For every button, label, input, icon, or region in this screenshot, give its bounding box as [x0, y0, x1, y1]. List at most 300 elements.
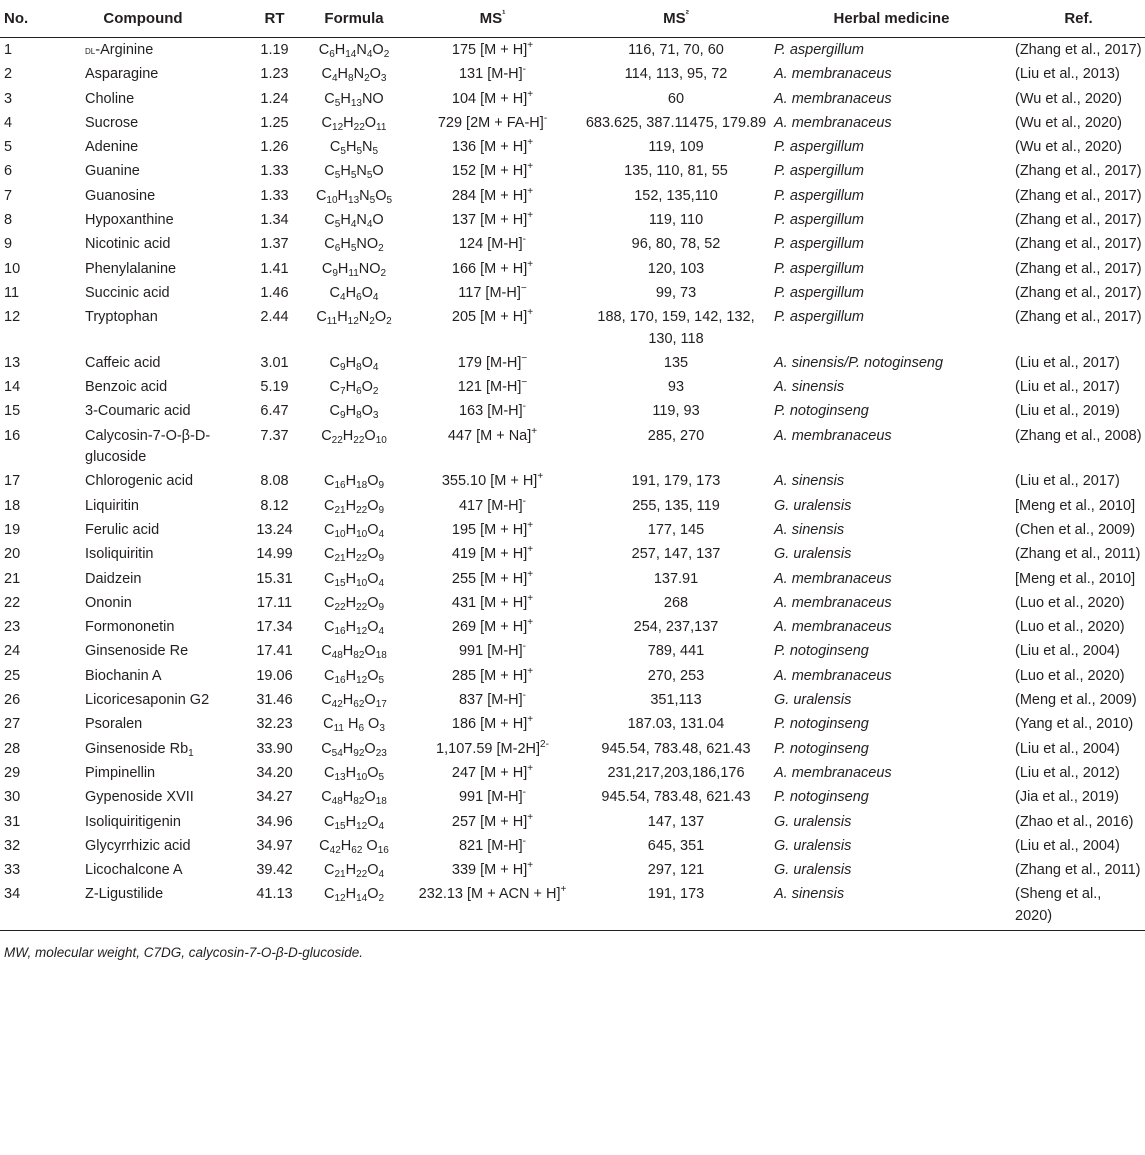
- table-row: [0, 567, 1145, 591]
- cell-rt: 1.46: [260, 284, 289, 301]
- cell-rt: 8.08: [260, 473, 289, 490]
- cell-formula: $C_{11}H_{12}N_2O_2$: [316, 309, 392, 328]
- cell-rt: 31.46: [256, 692, 293, 709]
- cell-herbal-medicine: A. membranaceus: [774, 570, 892, 587]
- cell-formula: $C_{10}H_{10}O_4$: [323, 521, 385, 540]
- cell-ms2: 135: [663, 354, 689, 371]
- cell-ms2: 116, 71, 70, 60: [628, 42, 724, 58]
- table-row: [0, 469, 1145, 493]
- cell-ref: (Zhang et al., 2008): [1015, 427, 1142, 444]
- cell-formula: $C_{16}H_{12}O_5$: [323, 667, 385, 686]
- cell-herbal-medicine: G. uralensis: [774, 692, 852, 709]
- table-row: [0, 38, 1145, 63]
- header-ms2: $MS^{^2}$: [580, 0, 772, 38]
- cell-formula: $C_{22}H_{22}O_{10}$: [321, 427, 387, 446]
- cell-herbal-medicine: P. aspergillum: [774, 260, 865, 277]
- cell-compound: Gypenoside XVII: [85, 789, 194, 806]
- cell-no: 11: [4, 284, 20, 301]
- cell-rt: 19.06: [256, 667, 293, 684]
- cell-formula: $C_5H_4N_4O$: [324, 212, 384, 231]
- table-row: [0, 87, 1145, 111]
- cell-ms1: 205 [M + H]+: [451, 307, 534, 326]
- cell-ms2: 188, 170, 159, 142, 132, 130, 118: [597, 309, 755, 347]
- table-row: [0, 834, 1145, 858]
- cell-no: 13: [4, 354, 21, 371]
- cell-ms2: 297, 121: [647, 862, 705, 879]
- cell-rt: 17.34: [256, 619, 293, 636]
- cell-rt: 17.41: [256, 643, 293, 660]
- cell-ref: (Wu et al., 2020): [1015, 114, 1122, 131]
- cell-ms2: 945.54, 783.48, 621.43: [601, 740, 751, 757]
- table-row: [0, 882, 1145, 930]
- cell-no: 3: [4, 90, 13, 107]
- cell-compound: Ferulic acid: [85, 521, 160, 538]
- cell-formula: $C_5H_{13}NO$: [324, 90, 384, 109]
- cell-no: 16: [4, 427, 21, 444]
- cell-rt: 1.24: [260, 90, 289, 107]
- cell-formula: $C_{12}H_{14}O_2$: [303, 882, 405, 930]
- cell-formula: $C_{15}H_{10}O_4$: [323, 570, 385, 589]
- cell-ms2: 231,217,203,186,176: [607, 764, 745, 781]
- cell-compound: Choline: [85, 90, 135, 107]
- table-row: [0, 257, 1145, 281]
- cell-formula: $C_{42}H_{62}O_{17}$: [321, 692, 387, 711]
- cell-no: 15: [4, 403, 21, 420]
- table-header-row: [0, 0, 1145, 38]
- cell-herbal-medicine: P. notoginseng: [774, 789, 869, 806]
- cell-ref: (Meng et al., 2009): [1015, 692, 1137, 709]
- cell-rt: 39.42: [256, 862, 293, 879]
- cell-formula: $C_{48}H_{82}O_{18}$: [321, 643, 387, 662]
- cell-ms1: 269 [M + H]+: [451, 617, 534, 636]
- cell-ms1: 339 [M + H]+: [451, 860, 534, 879]
- cell-ref: (Zhang et al., 2017): [1015, 163, 1142, 180]
- cell-ref: (Zhang et al., 2017): [1015, 187, 1142, 204]
- cell-ms1: 136 [M + H]+: [451, 137, 534, 156]
- cell-compound: Licoricesaponin G2: [85, 692, 210, 709]
- cell-compound: Ginsenoside Re: [85, 643, 189, 660]
- cell-ms2: 351,113: [650, 692, 702, 709]
- cell-ref: (Wu et al., 2020): [1015, 139, 1122, 156]
- cell-compound: Pimpinellin: [85, 764, 156, 781]
- cell-no: 17: [4, 473, 21, 490]
- table-body: [0, 38, 1145, 931]
- cell-compound: Adenine: [85, 139, 139, 156]
- cell-rt: 6.47: [260, 403, 289, 420]
- cell-compound: Z-Ligustilide: [43, 882, 246, 930]
- cell-ref: [Meng et al., 2010]: [1015, 570, 1136, 587]
- cell-no: 2: [4, 66, 13, 83]
- cell-no: 4: [4, 114, 13, 131]
- table-row: [0, 688, 1145, 712]
- cell-compound: Phenylalanine: [85, 260, 177, 277]
- cell-formula: $C_{21}H_{22}O_4$: [323, 862, 385, 881]
- cell-ms1: 417 [M-H]-: [458, 495, 526, 514]
- cell-rt: 34.20: [256, 764, 293, 781]
- cell-ms1: 255 [M + H]+: [451, 568, 534, 587]
- cell-formula: $C_9H_{11}NO_2$: [321, 260, 387, 279]
- cell-ms1: 729 [2M + FA-H]-: [437, 112, 548, 131]
- cell-ms1: 285 [M + H]+: [451, 665, 534, 684]
- cell-rt: 3.01: [260, 354, 289, 371]
- cell-ref: (Zhao et al., 2016): [1015, 813, 1134, 830]
- cell-ref: (Liu et al., 2017): [1015, 379, 1120, 396]
- cell-herbal-medicine: P. aspergillum: [774, 187, 865, 204]
- cell-herbal-medicine: P. notoginseng: [774, 403, 869, 420]
- cell-ref: (Zhang et al., 2011): [1015, 546, 1141, 563]
- cell-rt: 33.90: [256, 740, 293, 757]
- header-herbal-medicine: Herbal medicine: [772, 0, 1012, 38]
- cell-rt: 1.23: [260, 66, 289, 83]
- cell-rt: 32.23: [256, 716, 293, 733]
- cell-no: 23: [4, 619, 21, 636]
- cell-formula: $C_{16}H_{12}O_4$: [323, 619, 385, 638]
- cell-no: 20: [4, 546, 21, 563]
- cell-ms1: 447 [M + Na]+: [447, 425, 538, 444]
- cell-ms2: 93: [667, 379, 685, 396]
- cell-ms2: 152, 135,110: [634, 187, 718, 204]
- cell-ms2: 645, 351: [647, 837, 705, 854]
- cell-ms2: 945.54, 783.48, 621.43: [601, 789, 751, 806]
- cell-formula: $C_4H_6O_4$: [329, 284, 379, 303]
- cell-formula: $C_{15}H_{12}O_4$: [323, 813, 385, 832]
- cell-formula: $C_{11}$ $H_6$ $O_3$: [323, 716, 385, 735]
- cell-no: 24: [4, 643, 21, 660]
- table-row: [0, 232, 1145, 256]
- cell-no: 5: [4, 139, 13, 156]
- cell-no: 6: [4, 163, 13, 180]
- cell-ms2: 99, 73: [655, 284, 697, 301]
- cell-formula: $C_{21}H_{22}O_9$: [323, 546, 385, 565]
- cell-compound: Calycosin-7-O-β-D-glucoside: [85, 427, 211, 466]
- cell-ref: (Liu et al., 2004): [1015, 740, 1120, 757]
- cell-ref: (Liu et al., 2017): [1015, 473, 1120, 490]
- cell-ms1: 991 [M-H]-: [458, 641, 526, 660]
- cell-ms2: 191, 173: [580, 882, 772, 930]
- header-compound: Compound: [43, 0, 246, 38]
- table-row: [0, 810, 1145, 834]
- cell-ms2: 135, 110, 81, 55: [624, 163, 728, 180]
- cell-no: 8: [4, 212, 13, 229]
- cell-ms1: 991 [M-H]-: [458, 787, 526, 806]
- cell-compound: Nicotinic acid: [85, 236, 171, 253]
- cell-compound: Tryptophan: [85, 309, 158, 326]
- cell-ms2: 683.625, 387.11475, 179.89: [585, 114, 767, 131]
- cell-rt: 7.37: [260, 427, 289, 444]
- table-row: [0, 591, 1145, 615]
- cell-ref: (Luo et al., 2020): [1015, 619, 1125, 636]
- cell-no: 32: [4, 837, 21, 854]
- cell-herbal-medicine: P. aspergillum: [774, 139, 865, 156]
- cell-no: 28: [4, 740, 21, 757]
- cell-compound: Biochanin A: [85, 667, 162, 684]
- cell-ms1: 186 [M + H]+: [451, 714, 534, 733]
- table-row: [0, 664, 1145, 688]
- cell-ms2: 285, 270: [647, 427, 705, 444]
- cell-rt: 1.26: [260, 139, 289, 156]
- cell-no: 21: [4, 570, 21, 587]
- cell-ref: [Meng et al., 2010]: [1015, 497, 1136, 514]
- header-ms1: $MS^{^1}$: [405, 0, 580, 38]
- cell-rt: 34.97: [256, 837, 293, 854]
- table-row: [0, 615, 1145, 639]
- header-formula: Formula: [303, 0, 405, 38]
- cell-ms2: 60: [667, 90, 685, 107]
- table-row: [0, 62, 1145, 86]
- cell-no: 25: [4, 667, 21, 684]
- cell-no: 14: [4, 379, 21, 396]
- cell-formula: $C_{48}H_{82}O_{18}$: [321, 789, 387, 808]
- cell-ref: (Liu et al., 2004): [1015, 643, 1120, 660]
- cell-rt: 1.34: [260, 212, 289, 229]
- cell-herbal-medicine: A. membranaceus: [774, 114, 892, 131]
- cell-herbal-medicine: A. sinensis: [774, 473, 845, 490]
- cell-compound: Formononetin: [85, 619, 175, 636]
- cell-no: 18: [4, 497, 21, 514]
- cell-formula: $C_6H_{14}N_4O_2$: [318, 42, 390, 60]
- cell-compound: Ginsenoside $Rb_1$: [85, 740, 194, 759]
- cell-no: 30: [4, 789, 21, 806]
- cell-herbal-medicine: A. membranaceus: [774, 66, 892, 83]
- cell-ms2: 191, 179, 173: [631, 473, 721, 490]
- cell-formula: $C_{16}H_{18}O_9$: [323, 473, 385, 492]
- cell-ref: (Zhang et al., 2017): [1015, 309, 1142, 326]
- cell-rt: 15.31: [256, 570, 293, 587]
- table-row: [0, 639, 1145, 663]
- cell-ms2: 177, 145: [647, 521, 705, 538]
- cell-compound: Caffeic acid: [85, 354, 161, 371]
- cell-compound: Guanosine: [85, 187, 156, 204]
- header-ref: Ref.: [1012, 0, 1145, 38]
- cell-rt: 34.96: [256, 813, 293, 830]
- cell-ms2: 789, 441: [647, 643, 705, 660]
- cell-ms1: 419 [M + H]+: [451, 544, 534, 563]
- cell-rt: 8.12: [260, 497, 289, 514]
- cell-no: 22: [4, 594, 21, 611]
- cell-herbal-medicine: P. aspergillum: [774, 163, 865, 180]
- cell-no: 26: [4, 692, 21, 709]
- table-row: [0, 351, 1145, 375]
- cell-ms2: 187.03, 131.04: [627, 716, 725, 733]
- cell-no: 27: [4, 716, 21, 733]
- table-row: [0, 399, 1145, 423]
- cell-ms1: 355.10 [M + H]+: [441, 471, 544, 490]
- cell-ms1: 131 [M-H]-: [458, 64, 526, 83]
- cell-ms1: 117 [M-H]−: [458, 282, 527, 301]
- cell-ms2: 96, 80, 78, 52: [631, 236, 721, 253]
- cell-rt: 14.99: [256, 546, 293, 563]
- table-row: [0, 375, 1145, 399]
- cell-ms1: 175 [M + H]+: [451, 40, 534, 58]
- cell-compound: Isoliquiritin: [85, 546, 154, 563]
- cell-herbal-medicine: A. membranaceus: [774, 619, 892, 636]
- cell-ms2: 119, 109: [648, 139, 704, 156]
- table-row: [0, 208, 1145, 232]
- cell-ms2: 255, 135, 119: [632, 497, 720, 514]
- cell-formula: $C_7H_6O_2$: [329, 379, 379, 398]
- cell-no: 34: [0, 882, 43, 930]
- cell-rt: 41.13: [246, 882, 303, 930]
- cell-herbal-medicine: P. aspergillum: [774, 309, 865, 326]
- cell-herbal-medicine: A. membranaceus: [774, 90, 892, 107]
- cell-compound: Daidzein: [85, 570, 142, 587]
- cell-no: 1: [4, 42, 13, 58]
- cell-ms1: 247 [M + H]+: [451, 762, 534, 781]
- cell-formula: $C_{13}H_{10}O_5$: [323, 764, 385, 783]
- cell-ms1: 104 [M + H]+: [451, 88, 534, 107]
- cell-compound: Ononin: [85, 594, 132, 611]
- cell-ref: (Zhang et al., 2017): [1015, 260, 1142, 277]
- cell-ref: (Liu et al., 2004): [1015, 837, 1120, 854]
- table-row: [0, 737, 1145, 761]
- cell-ms1: 166 [M + H]+: [451, 258, 534, 277]
- cell-compound: Asparagine: [85, 66, 159, 83]
- cell-compound: Succinic acid: [85, 284, 170, 301]
- cell-herbal-medicine: A. membranaceus: [774, 667, 892, 684]
- cell-formula: $C_5H_5N_5$: [329, 139, 379, 158]
- cell-formula: $C_{12}H_{22}O_{11}$: [321, 114, 387, 133]
- cell-ms1: 163 [M-H]-: [458, 401, 526, 420]
- cell-herbal-medicine: P. notoginseng: [774, 716, 869, 733]
- cell-herbal-medicine: A. sinensis: [774, 379, 845, 396]
- cell-ms1: 137 [M + H]+: [451, 210, 534, 229]
- table-row: [0, 305, 1145, 351]
- cell-ref: (Wu et al., 2020): [1015, 90, 1122, 107]
- cell-herbal-medicine: P. notoginseng: [774, 740, 869, 757]
- cell-ref: (Zhang et al., 2017): [1015, 284, 1142, 301]
- cell-ms1: 837 [M-H]-: [458, 690, 526, 709]
- cell-compound: Liquiritin: [85, 497, 139, 514]
- cell-formula: $C_{54}H_{92}O_{23}$: [321, 740, 387, 759]
- cell-formula: $C_9H_8O_3$: [329, 403, 379, 422]
- table-row: [0, 761, 1145, 785]
- table-footnote: MW, molecular weight, C7DG, calycosin-7-O-β-D-glucoside.: [4, 944, 364, 960]
- cell-formula: $C_9H_8O_4$: [329, 354, 379, 373]
- table-row: [0, 712, 1145, 736]
- cell-ms2: 119, 110: [648, 212, 704, 229]
- cell-ref: (Luo et al., 2020): [1015, 594, 1125, 611]
- cell-ms1: 284 [M + H]+: [451, 185, 534, 204]
- cell-herbal-medicine: A. sinensis/P. notoginseng: [774, 354, 944, 371]
- cell-no: 33: [4, 862, 21, 879]
- cell-ms2: 120, 103: [647, 260, 705, 277]
- cell-herbal-medicine: G. uralensis: [774, 497, 852, 514]
- cell-ms1: 121 [M-H]−: [457, 377, 528, 396]
- cell-no: 7: [4, 187, 13, 204]
- cell-ms1: 232.13 [M + ACN + H]+: [405, 882, 580, 930]
- cell-herbal-medicine: A. sinensis: [774, 521, 845, 538]
- cell-compound: 3-Coumaric acid: [85, 403, 191, 420]
- table-row: [0, 424, 1145, 470]
- cell-rt: 13.24: [256, 521, 293, 538]
- cell-ref: (Zhang et al., 2011): [1015, 862, 1141, 879]
- table-row: [0, 281, 1145, 305]
- cell-compound: dl-Arginine: [85, 42, 154, 58]
- cell-ms1: 431 [M + H]+: [451, 592, 534, 611]
- cell-ref: (Jia et al., 2019): [1015, 789, 1119, 806]
- cell-rt: 34.27: [256, 789, 293, 806]
- cell-rt: 1.19: [260, 42, 289, 58]
- table-row: [0, 858, 1145, 882]
- cell-ms2: 254, 237,137: [633, 619, 719, 636]
- cell-ref: (Chen et al., 2009): [1015, 521, 1136, 538]
- cell-ms2: 119, 93: [652, 403, 700, 420]
- cell-compound: Isoliquiritigenin: [85, 813, 181, 830]
- cell-herbal-medicine: A. membranaceus: [774, 764, 892, 781]
- cell-herbal-medicine: A. sinensis: [772, 882, 1012, 930]
- cell-rt: 1.41: [260, 260, 289, 277]
- cell-no: 29: [4, 764, 21, 781]
- cell-rt: 1.33: [260, 163, 289, 180]
- cell-ref: (Yang et al., 2010): [1015, 716, 1134, 733]
- cell-ms2: 270, 253: [647, 667, 705, 684]
- cell-ms2: 257, 147, 137: [631, 546, 721, 563]
- cell-ref: (Zhang et al., 2017): [1015, 212, 1142, 229]
- cell-ref: (Liu et al., 2013): [1015, 66, 1120, 83]
- cell-ms1: 257 [M + H]+: [451, 811, 534, 830]
- cell-ref: (Luo et al., 2020): [1015, 667, 1125, 684]
- cell-compound: Benzoic acid: [85, 379, 168, 396]
- cell-compound: Chlorogenic acid: [85, 473, 194, 490]
- cell-herbal-medicine: P. aspergillum: [774, 212, 865, 229]
- cell-ms1: 152 [M + H]+: [451, 161, 534, 180]
- cell-compound: Glycyrrhizic acid: [85, 837, 191, 854]
- cell-compound: Sucrose: [85, 114, 139, 131]
- cell-herbal-medicine: P. notoginseng: [774, 643, 869, 660]
- cell-no: 9: [4, 236, 13, 253]
- cell-formula: $C_5H_5N_5O$: [324, 163, 384, 182]
- cell-ms1: 821 [M-H]-: [458, 835, 526, 854]
- table-row: [0, 159, 1145, 183]
- cell-formula: $C_6H_5NO_2$: [324, 236, 384, 255]
- cell-ms1: 179 [M-H]−: [457, 352, 528, 371]
- cell-herbal-medicine: G. uralensis: [774, 546, 852, 563]
- cell-ms1: 1,107.59 $[M-2H]^{2-}$: [436, 738, 549, 757]
- table-row: [0, 518, 1145, 542]
- cell-herbal-medicine: P. aspergillum: [774, 284, 865, 301]
- cell-ms1: 195 [M + H]+: [451, 519, 534, 538]
- table-row: [0, 785, 1145, 809]
- table-row: [0, 111, 1145, 135]
- cell-compound: Psoralen: [85, 716, 143, 733]
- cell-ref: (Liu et al., 2017): [1015, 354, 1120, 371]
- cell-no: 31: [4, 813, 21, 830]
- table-row: [0, 135, 1145, 159]
- cell-formula: $C_{10}H_{13}N_5O_5$: [315, 187, 393, 206]
- cell-herbal-medicine: G. uralensis: [774, 813, 852, 830]
- cell-herbal-medicine: P. aspergillum: [774, 236, 865, 253]
- cell-ms2: 114, 113, 95, 72: [624, 66, 728, 83]
- table-row: [0, 542, 1145, 566]
- cell-formula: $C_{22}H_{22}O_9$: [323, 594, 385, 613]
- header-no: No.: [0, 0, 43, 38]
- cell-compound: Licochalcone A: [85, 862, 183, 879]
- cell-no: 10: [4, 260, 21, 277]
- cell-rt: 1.37: [260, 236, 289, 253]
- cell-formula: $C_4H_8N_2O_3$: [321, 66, 387, 85]
- cell-herbal-medicine: G. uralensis: [774, 837, 852, 854]
- table-row: [0, 494, 1145, 518]
- cell-herbal-medicine: A. membranaceus: [774, 594, 892, 611]
- cell-ms2: 268: [663, 594, 689, 611]
- cell-ms2: 137.91: [653, 570, 699, 587]
- cell-no: 19: [4, 521, 21, 538]
- cell-herbal-medicine: G. uralensis: [774, 862, 852, 879]
- cell-rt: 1.25: [260, 114, 289, 131]
- cell-ref: (Zhang et al., 2017): [1015, 42, 1142, 58]
- cell-ref: (Sheng et al., 2020): [1012, 882, 1145, 930]
- cell-herbal-medicine: A. membranaceus: [774, 427, 892, 444]
